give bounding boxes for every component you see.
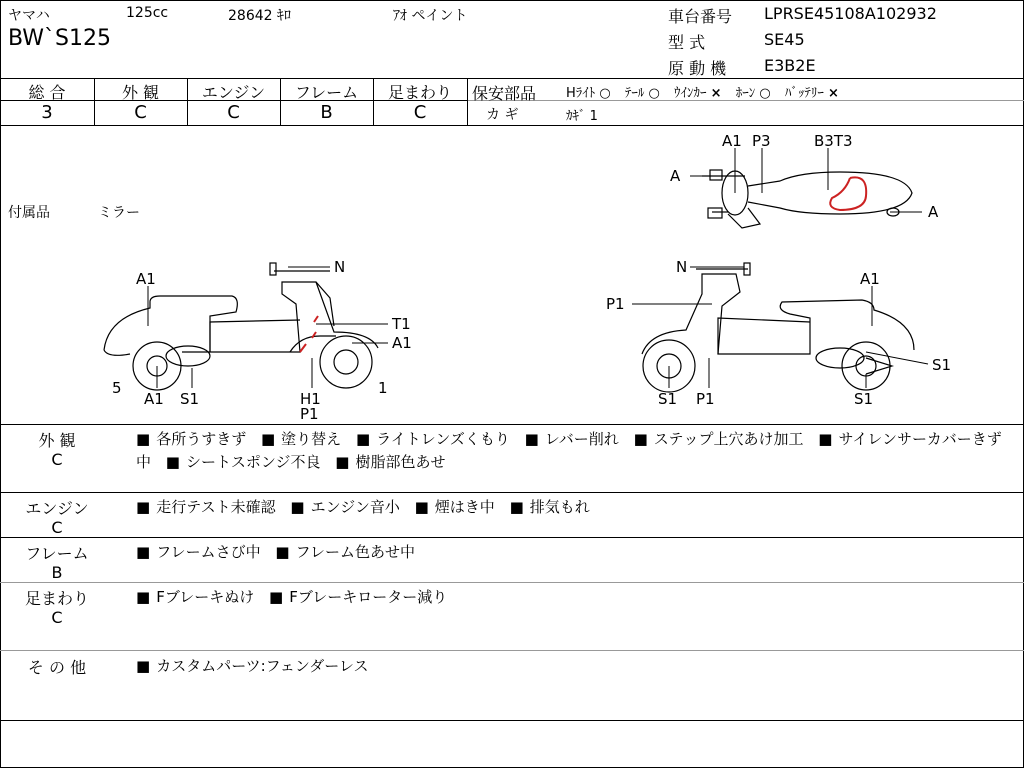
diagram-label: A [928, 203, 939, 221]
key-label: カ ギ [486, 107, 519, 123]
remark-item: ■ ステップ上穴あけ加工 [634, 430, 804, 448]
remark-item: ■ レバー削れ [525, 430, 619, 448]
remark-item: ■ 煙はき中 [415, 498, 495, 516]
damage-mark [830, 177, 866, 210]
grade-label-exterior: 外 観 [121, 83, 160, 102]
grade-label-frame: フレーム [294, 83, 359, 102]
accessories-label: 付属品 [8, 205, 50, 221]
remark-label-suspension: 足まわり [24, 589, 89, 608]
diagram-label: N [676, 258, 688, 276]
remark-grade-suspension: C [51, 608, 63, 627]
remark-items-exterior [136, 428, 1016, 474]
remark-item: ■ 各所うすきず [136, 430, 246, 448]
diagram-label: A1 [136, 270, 156, 288]
diagram-label: P1 [300, 405, 319, 423]
remarks-divider [0, 537, 1024, 538]
remark-grade-exterior: C [51, 450, 63, 469]
damage-mark [300, 316, 318, 352]
diagram-label: 1 [378, 379, 388, 397]
remark-item: ■ 走行テスト未確認 [136, 498, 276, 516]
type-value: SE45 [764, 30, 805, 49]
remark-grade-frame: B [51, 563, 63, 582]
remark-grade-engine: C [51, 518, 63, 537]
diagram-label: N [334, 258, 346, 276]
remark-item: ■ カスタムパーツ:フェンダーレス [136, 657, 369, 675]
diagram-label: A1 [392, 334, 412, 352]
remark-label-exterior: 外 観 [38, 431, 76, 450]
remark-item: ■ サイレンサーカバーきず中 [136, 430, 1002, 471]
chassis-label: 車台番号 [668, 7, 733, 26]
remarks-divider [0, 582, 1024, 583]
remark-item: ■ 樹脂部色あせ [335, 453, 445, 471]
diagram-label: H1 [300, 390, 321, 408]
type-label: 型 式 [668, 33, 706, 52]
mileage: 28642 ｷﾛ [228, 8, 291, 24]
diagram-label: A [670, 167, 681, 185]
safety-item-winker: ｳｲﾝｶｰ × [674, 86, 722, 101]
safety-item-headlight: Hﾗｲﾄ ○ [566, 86, 611, 101]
grade-value-suspension: C [413, 102, 427, 123]
remarks-divider [0, 492, 1024, 493]
diagram-label: S1 [854, 390, 874, 408]
accessories-value: ミラー [98, 205, 140, 221]
remark-item: ■ エンジン音小 [290, 498, 399, 516]
chassis-value: LPRSE45108A102932 [764, 4, 937, 23]
diagram-label: A1 [860, 270, 880, 288]
grade-label-suspension: 足まわり [387, 83, 452, 102]
remark-items-suspension [136, 586, 1016, 609]
diagram-label: P1 [696, 390, 715, 408]
scooter-diagrams [0, 126, 1024, 424]
remark-item: ■ ライトレンズくもり [356, 430, 510, 448]
remark-item: ■ Fブレーキローター減り [269, 588, 447, 606]
remarks-divider [0, 650, 1024, 651]
grade-value-exterior: C [134, 102, 147, 123]
remark-item: ■ 排気もれ [510, 498, 590, 516]
diagram-label: 5 [112, 379, 122, 397]
grade-value-frame: B [320, 102, 333, 123]
remark-items-other [136, 655, 1016, 678]
grade-label-engine: エンジン [201, 83, 266, 102]
grade-value-engine: C [227, 102, 240, 123]
grade-table-top-border [0, 78, 1024, 79]
engine-label: 原 動 機 [668, 59, 727, 78]
grade-label-overall: 総 合 [28, 83, 66, 102]
safety-item-taillight: ﾃｰﾙ ○ [624, 86, 660, 101]
remark-label-engine: エンジン [25, 499, 89, 518]
color: ｱｵ ペイント [393, 8, 468, 24]
diagram-label: S1 [932, 356, 952, 374]
diagram-label: P3 [752, 132, 771, 150]
diagram-label: S1 [180, 390, 200, 408]
diagram-label: S1 [658, 390, 678, 408]
displacement: 125cc [126, 5, 169, 21]
safety-item-battery: ﾊﾞｯﾃﾘｰ × [784, 86, 839, 101]
maker: ヤマハ [8, 8, 50, 24]
remark-item: ■ フレーム色あせ中 [275, 543, 415, 561]
remark-item: ■ 塗り替え [261, 430, 341, 448]
remark-item: ■ Fブレーキぬけ [136, 588, 254, 606]
remark-items-frame [136, 541, 1016, 564]
safety-parts-list [566, 82, 849, 101]
diagram-label: A1 [144, 390, 164, 408]
remark-label-frame: フレーム [25, 544, 89, 563]
grade-value-overall: 3 [41, 102, 53, 123]
model-name: BW`S125 [8, 26, 112, 51]
remark-item: ■ シートスポンジ不良 [166, 453, 321, 471]
remarks-top-border [0, 424, 1024, 425]
diagram-label: B3T3 [814, 132, 853, 150]
remark-label-other: そ の 他 [27, 658, 87, 677]
diagram-label: A1 [722, 132, 742, 150]
diagram-label: T1 [392, 315, 411, 333]
remark-items-engine [136, 496, 1016, 519]
scooter-top-view [702, 170, 912, 228]
safety-parts-label: 保安部品 [472, 84, 537, 103]
key-value: ｶｷﾞ 1 [566, 109, 598, 124]
remarks-bottom-border [0, 720, 1024, 721]
safety-item-horn: ﾎｰﾝ ○ [735, 86, 771, 101]
grade-divider [467, 78, 468, 125]
remark-item: ■ フレームさび中 [136, 543, 261, 561]
diagram-label: P1 [606, 295, 625, 313]
engine-value: E3B2E [764, 56, 816, 75]
